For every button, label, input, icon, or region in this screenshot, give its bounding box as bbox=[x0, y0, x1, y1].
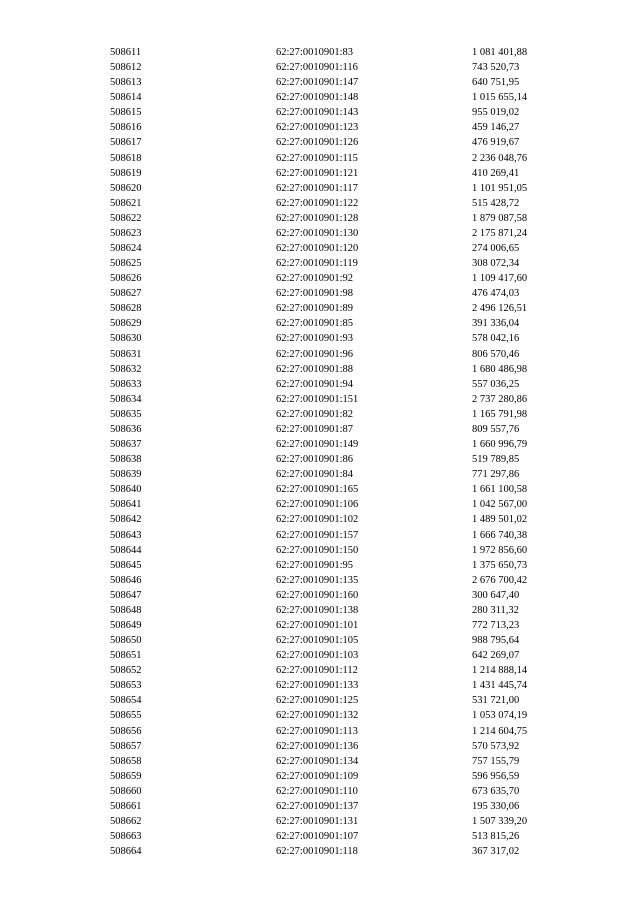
row-number-cell: 508630 bbox=[110, 333, 142, 345]
row-number-cell: 508647 bbox=[110, 589, 142, 601]
value-cell: 2 737 280,86 bbox=[472, 393, 528, 405]
row-number-cell: 508658 bbox=[110, 755, 142, 767]
row-number-cell: 508645 bbox=[110, 559, 142, 571]
value-cell: 596 956,59 bbox=[472, 770, 520, 782]
row-number-cell: 508627 bbox=[110, 288, 142, 300]
row-number-cell: 508641 bbox=[110, 499, 142, 511]
row-number-cell: 508623 bbox=[110, 227, 142, 239]
value-cell: 673 635,70 bbox=[472, 785, 520, 797]
value-cell: 476 919,67 bbox=[472, 137, 520, 149]
value-cell: 1 081 401,88 bbox=[472, 47, 528, 58]
value-cell: 640 751,95 bbox=[472, 77, 520, 89]
cadastral-number-cell: 62:27:0010901:116 bbox=[276, 62, 358, 74]
cadastral-number-cell: 62:27:0010901:88 bbox=[276, 363, 354, 375]
cadastral-number-cell: 62:27:0010901:107 bbox=[276, 831, 359, 843]
cadastral-number-cell: 62:27:0010901:105 bbox=[276, 635, 359, 647]
row-number-cell: 508638 bbox=[110, 454, 142, 466]
cadastral-number-cell: 62:27:0010901:101 bbox=[276, 619, 359, 631]
value-cell: 578 042,16 bbox=[472, 333, 520, 345]
value-cell: 1 042 567,00 bbox=[472, 499, 528, 511]
row-number-cell: 508611 bbox=[110, 47, 142, 58]
row-number-cell: 508656 bbox=[110, 725, 142, 737]
cadastral-number-cell: 62:27:0010901:86 bbox=[276, 454, 354, 466]
cadastral-number-cell: 62:27:0010901:112 bbox=[276, 665, 358, 677]
value-cell: 557 036,25 bbox=[472, 378, 520, 390]
cadastral-number-cell: 62:27:0010901:95 bbox=[276, 559, 354, 571]
cadastral-number-cell: 62:27:0010901:113 bbox=[276, 725, 358, 737]
row-number-cell: 508621 bbox=[110, 197, 142, 209]
row-number-cell: 508652 bbox=[110, 665, 142, 677]
value-cell: 274 006,65 bbox=[472, 243, 520, 255]
value-cell: 1 660 996,79 bbox=[472, 439, 528, 451]
value-cell: 1 507 339,20 bbox=[472, 815, 528, 827]
row-number-cell: 508628 bbox=[110, 303, 142, 315]
row-number-cell: 508661 bbox=[110, 800, 142, 812]
row-number-cell: 508612 bbox=[110, 62, 142, 74]
cadastral-number-cell: 62:27:0010901:135 bbox=[276, 574, 359, 586]
row-number-cell: 508635 bbox=[110, 408, 142, 420]
row-number-cell: 508663 bbox=[110, 831, 142, 843]
row-number-cell: 508629 bbox=[110, 318, 142, 330]
row-number-cell: 508654 bbox=[110, 695, 142, 707]
row-number-cell: 508640 bbox=[110, 484, 142, 496]
value-cell: 531 721,00 bbox=[472, 695, 520, 707]
cadastral-number-cell: 62:27:0010901:85 bbox=[276, 318, 354, 330]
cadastral-number-cell: 62:27:0010901:121 bbox=[276, 167, 359, 179]
row-number-cell: 508622 bbox=[110, 212, 142, 224]
row-number-cell: 508651 bbox=[110, 650, 142, 662]
row-number-cell: 508632 bbox=[110, 363, 142, 375]
cadastral-number-cell: 62:27:0010901:118 bbox=[276, 846, 358, 858]
value-cell: 519 789,85 bbox=[472, 454, 520, 466]
cadastral-number-cell: 62:27:0010901:133 bbox=[276, 680, 359, 692]
row-number-cell: 508614 bbox=[110, 92, 142, 104]
row-number-cell: 508655 bbox=[110, 710, 142, 722]
value-cell: 459 146,27 bbox=[472, 122, 520, 134]
cadastral-number-cell: 62:27:0010901:128 bbox=[276, 212, 359, 224]
cadastral-number-cell: 62:27:0010901:89 bbox=[276, 303, 354, 315]
cadastral-number-cell: 62:27:0010901:150 bbox=[276, 544, 359, 556]
value-cell: 743 520,73 bbox=[472, 62, 520, 74]
cadastral-number-cell: 62:27:0010901:109 bbox=[276, 770, 359, 782]
row-number-cell: 508636 bbox=[110, 423, 142, 435]
cadastral-number-cell: 62:27:0010901:160 bbox=[276, 589, 359, 601]
cadastral-number-cell: 62:27:0010901:94 bbox=[276, 378, 354, 390]
value-cell: 1 879 087,58 bbox=[472, 212, 528, 224]
value-cell: 1 053 074,19 bbox=[472, 710, 528, 722]
cadastral-number-cell: 62:27:0010901:131 bbox=[276, 815, 359, 827]
row-number-cell: 508634 bbox=[110, 393, 142, 405]
value-cell: 1 431 445,74 bbox=[472, 680, 528, 692]
cadastral-number-cell: 62:27:0010901:134 bbox=[276, 755, 359, 767]
cadastral-number-cell: 62:27:0010901:132 bbox=[276, 710, 359, 722]
value-cell: 772 713,23 bbox=[472, 619, 520, 631]
cadastral-number-cell: 62:27:0010901:122 bbox=[276, 197, 359, 209]
row-number-cell: 508617 bbox=[110, 137, 142, 149]
row-number-cell: 508646 bbox=[110, 574, 142, 586]
cadastral-number-cell: 62:27:0010901:149 bbox=[276, 439, 359, 451]
row-number-cell: 508631 bbox=[110, 348, 142, 360]
value-cell: 1 214 888,14 bbox=[472, 665, 528, 677]
value-cell: 308 072,34 bbox=[472, 258, 520, 270]
row-number-cell: 508649 bbox=[110, 619, 142, 631]
value-cell: 1 666 740,38 bbox=[472, 529, 528, 541]
value-cell: 1 680 486,98 bbox=[472, 363, 528, 375]
cadastral-number-cell: 62:27:0010901:151 bbox=[276, 393, 359, 405]
value-cell: 2 676 700,42 bbox=[472, 574, 528, 586]
value-cell: 515 428,72 bbox=[472, 197, 520, 209]
row-number-cell: 508633 bbox=[110, 378, 142, 390]
value-cell: 280 311,32 bbox=[472, 604, 519, 616]
cadastral-number-cell: 62:27:0010901:137 bbox=[276, 800, 359, 812]
value-cell: 1 661 100,58 bbox=[472, 484, 528, 496]
row-number-cell: 508619 bbox=[110, 167, 142, 179]
cadastral-number-cell: 62:27:0010901:136 bbox=[276, 740, 359, 752]
row-number-cell: 508643 bbox=[110, 529, 142, 541]
cadastral-number-cell: 62:27:0010901:125 bbox=[276, 695, 359, 707]
cadastral-number-cell: 62:27:0010901:147 bbox=[276, 77, 359, 89]
cadastral-number-cell: 62:27:0010901:130 bbox=[276, 227, 359, 239]
value-cell: 476 474,03 bbox=[472, 288, 520, 300]
row-number-cell: 508639 bbox=[110, 469, 142, 481]
value-cell: 757 155,79 bbox=[472, 755, 520, 767]
value-cell: 1 109 417,60 bbox=[472, 273, 528, 285]
value-cell: 1 214 604,75 bbox=[472, 725, 528, 737]
value-cell: 988 795,64 bbox=[472, 635, 520, 647]
value-cell: 570 573,92 bbox=[472, 740, 520, 752]
row-number-cell: 508648 bbox=[110, 604, 142, 616]
value-cell: 1 015 655,14 bbox=[472, 92, 528, 104]
cadastral-number-cell: 62:27:0010901:87 bbox=[276, 423, 354, 435]
value-cell: 2 496 126,51 bbox=[472, 303, 528, 315]
cadastral-number-cell: 62:27:0010901:123 bbox=[276, 122, 359, 134]
value-cell: 513 815,26 bbox=[472, 831, 520, 843]
row-number-cell: 508662 bbox=[110, 815, 142, 827]
cadastral-number-cell: 62:27:0010901:106 bbox=[276, 499, 359, 511]
row-number-cell: 508650 bbox=[110, 635, 142, 647]
value-cell: 2 175 871,24 bbox=[472, 227, 528, 239]
value-cell: 410 269,41 bbox=[472, 167, 520, 179]
value-cell: 1 165 791,98 bbox=[472, 408, 528, 420]
cadastral-number-cell: 62:27:0010901:96 bbox=[276, 348, 354, 360]
value-cell: 391 336,04 bbox=[472, 318, 520, 330]
cadastral-number-cell: 62:27:0010901:93 bbox=[276, 333, 354, 345]
row-number-cell: 508659 bbox=[110, 770, 142, 782]
row-number-cell: 508626 bbox=[110, 273, 142, 285]
cadastral-number-cell: 62:27:0010901:138 bbox=[276, 604, 359, 616]
row-number-cell: 508657 bbox=[110, 740, 142, 752]
value-cell: 809 557,76 bbox=[472, 423, 520, 435]
value-cell: 642 269,07 bbox=[472, 650, 520, 662]
value-cell: 1 972 856,60 bbox=[472, 544, 528, 556]
cadastral-number-cell: 62:27:0010901:143 bbox=[276, 107, 359, 119]
cadastral-number-cell: 62:27:0010901:157 bbox=[276, 529, 359, 541]
cadastral-number-cell: 62:27:0010901:92 bbox=[276, 273, 354, 285]
cadastral-number-cell: 62:27:0010901:119 bbox=[276, 258, 358, 270]
cadastral-number-cell: 62:27:0010901:117 bbox=[276, 182, 358, 194]
row-number-cell: 508624 bbox=[110, 243, 142, 255]
value-cell: 1 375 650,73 bbox=[472, 559, 528, 571]
row-number-cell: 508618 bbox=[110, 152, 142, 164]
row-number-cell: 508616 bbox=[110, 122, 142, 134]
cadastral-number-cell: 62:27:0010901:103 bbox=[276, 650, 359, 662]
value-cell: 2 236 048,76 bbox=[472, 152, 528, 164]
value-cell: 300 647,40 bbox=[472, 589, 520, 601]
row-number-cell: 508664 bbox=[110, 846, 142, 858]
row-number-cell: 508653 bbox=[110, 680, 142, 692]
cadastral-number-cell: 62:27:0010901:83 bbox=[276, 47, 354, 58]
cadastral-number-cell: 62:27:0010901:165 bbox=[276, 484, 359, 496]
cadastral-number-cell: 62:27:0010901:98 bbox=[276, 288, 354, 300]
row-number-cell: 508660 bbox=[110, 785, 142, 797]
cadastral-number-cell: 62:27:0010901:148 bbox=[276, 92, 359, 104]
cadastral-number-cell: 62:27:0010901:120 bbox=[276, 243, 359, 255]
value-cell: 367 317,02 bbox=[472, 846, 520, 858]
row-number-cell: 508620 bbox=[110, 182, 142, 194]
cadastral-number-cell: 62:27:0010901:110 bbox=[276, 785, 358, 797]
cadastral-number-cell: 62:27:0010901:126 bbox=[276, 137, 359, 149]
value-cell: 1 489 501,02 bbox=[472, 514, 528, 526]
row-number-cell: 508615 bbox=[110, 107, 142, 119]
row-number-cell: 508637 bbox=[110, 439, 142, 451]
value-cell: 195 330,06 bbox=[472, 800, 520, 812]
cadastral-number-cell: 62:27:0010901:84 bbox=[276, 469, 354, 481]
cadastral-number-cell: 62:27:0010901:82 bbox=[276, 408, 354, 420]
value-cell: 955 019,02 bbox=[472, 107, 520, 119]
row-number-cell: 508613 bbox=[110, 77, 142, 89]
value-cell: 806 570,46 bbox=[472, 348, 520, 360]
row-number-cell: 508644 bbox=[110, 544, 142, 556]
value-cell: 771 297,86 bbox=[472, 469, 520, 481]
cadastral-number-cell: 62:27:0010901:102 bbox=[276, 514, 359, 526]
value-cell: 1 101 951,05 bbox=[472, 182, 528, 194]
row-number-cell: 508625 bbox=[110, 258, 142, 270]
cadastral-number-cell: 62:27:0010901:115 bbox=[276, 152, 358, 164]
row-number-cell: 508642 bbox=[110, 514, 142, 526]
